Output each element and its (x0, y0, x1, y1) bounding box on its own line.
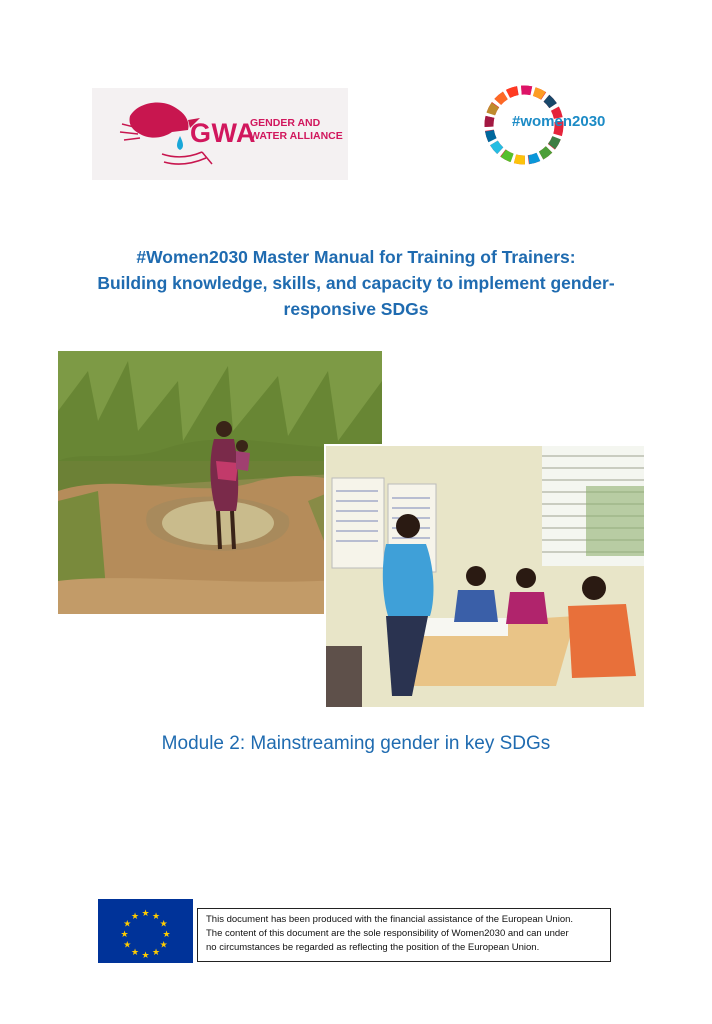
gwa-name-line1: GENDER AND (250, 117, 321, 129)
title-line1: #Women2030 Master Manual for Training of Trainers: (136, 247, 576, 267)
eu-disclaimer-box (197, 908, 611, 962)
photo-training-session (324, 444, 644, 707)
svg-text:★: ★ (159, 919, 168, 930)
title-line3: responsive SDGs (283, 299, 429, 319)
svg-text:★: ★ (151, 948, 161, 959)
svg-text:★: ★ (130, 911, 140, 922)
svg-text:★: ★ (130, 948, 140, 959)
gwa-abbreviation: GWA (190, 118, 256, 148)
svg-text:★: ★ (159, 940, 168, 951)
women2030-logo (484, 84, 624, 168)
svg-text:★: ★ (120, 930, 129, 940)
svg-text:★: ★ (141, 909, 150, 919)
disclaimer-line3: no circumstances be regarded as reflecting the position of the European Union. (206, 942, 540, 953)
disclaimer-line1: This document has been produced with the financial assistance of the European Union. (206, 914, 574, 925)
svg-text:★: ★ (151, 911, 161, 922)
module-heading: Module 2: Mainstreaming gender in key SDGs (161, 733, 551, 754)
title-line2: Building knowledge, skills, and capacity to implement gender- (97, 273, 615, 293)
svg-text:★: ★ (162, 930, 171, 940)
women2030-text: #women2030 (512, 113, 606, 130)
gwa-name-line2: WATER ALLIANCE (250, 130, 343, 142)
gwa-logo (92, 88, 348, 180)
document-title (80, 244, 632, 322)
svg-text:★: ★ (123, 919, 132, 930)
disclaimer-line2: The content of this document are the sole responsibility of Women2030 and can under (206, 928, 569, 939)
eu-stars-icon (98, 899, 193, 963)
svg-text:★: ★ (141, 951, 150, 961)
eu-flag (98, 899, 193, 963)
training-session-illustration (326, 446, 644, 707)
svg-text:★: ★ (123, 940, 132, 951)
